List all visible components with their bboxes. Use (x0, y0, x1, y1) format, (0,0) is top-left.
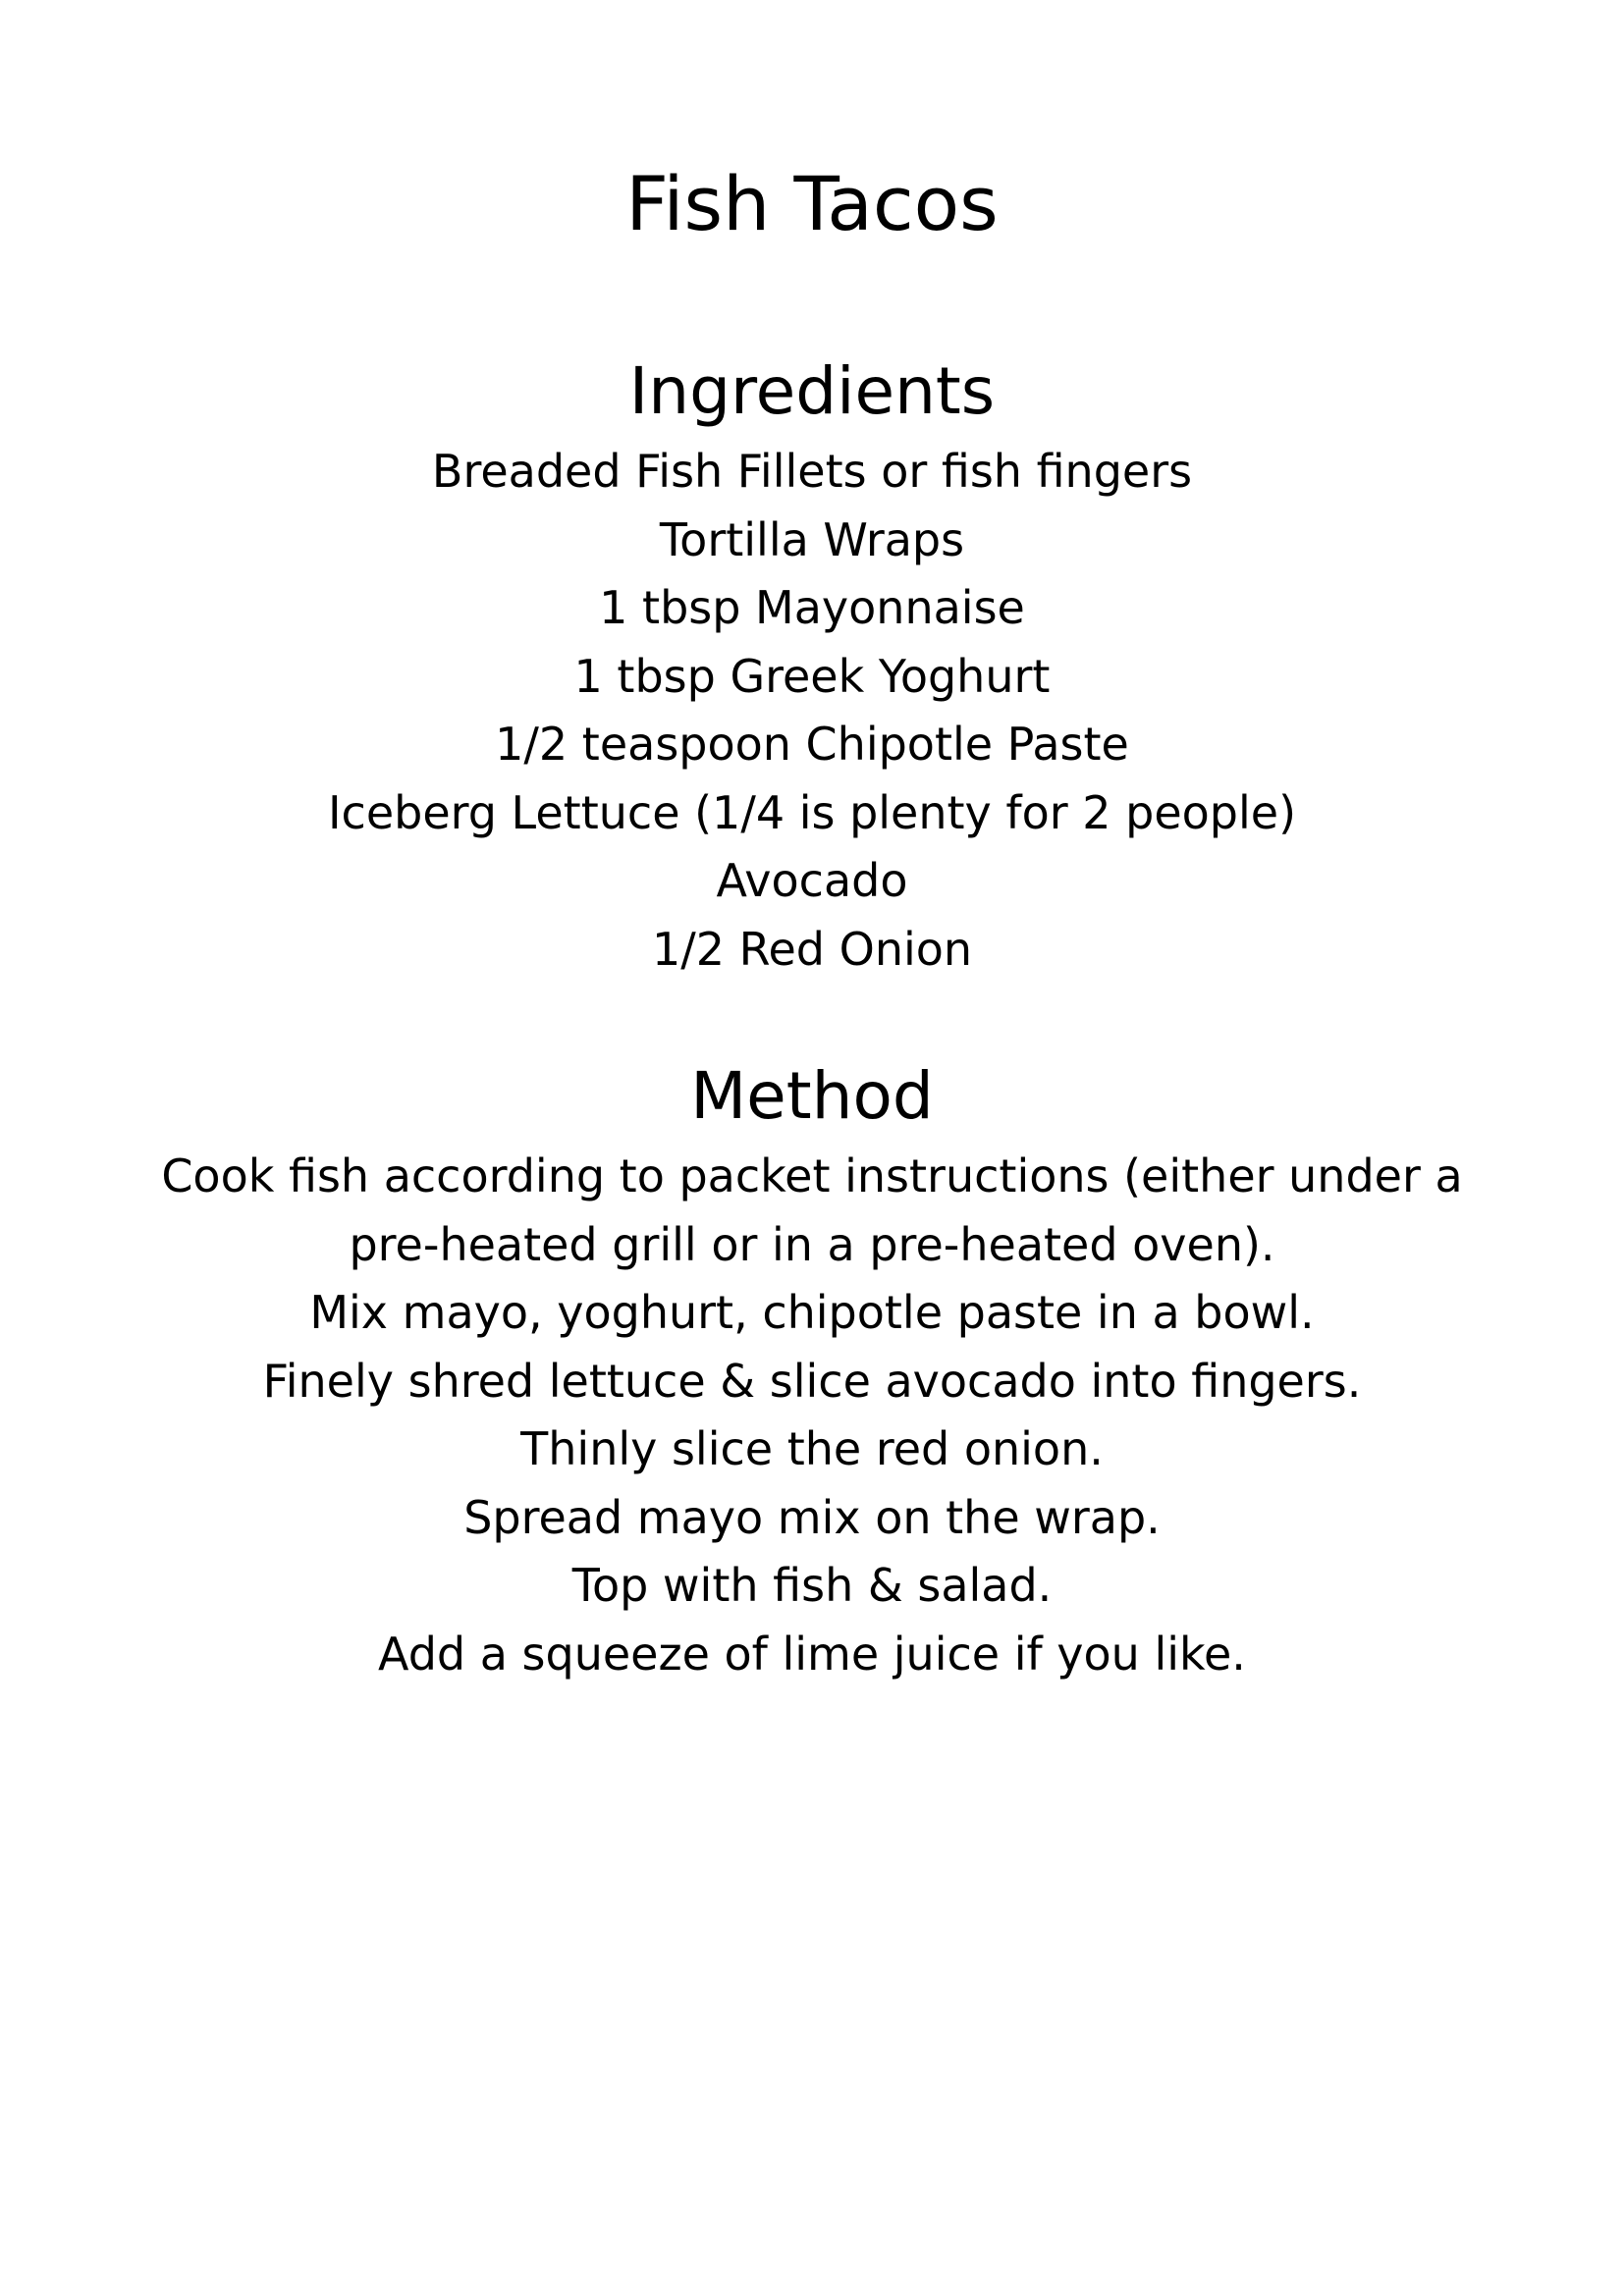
ingredient-item: Breaded Fish Fillets or fish fingers (431, 445, 1193, 498)
method-line: Thinly slice the red onion. (520, 1422, 1104, 1475)
ingredient-item: Iceberg Lettuce (1/4 is plenty for 2 people) (327, 785, 1297, 839)
method-list (0, 1143, 1624, 1688)
ingredients-list (0, 438, 1624, 984)
method-heading: Method (690, 1058, 934, 1134)
method-line: Top with fish & salad. (571, 1559, 1053, 1612)
ingredient-item: 1 tbsp Mayonnaise (599, 581, 1025, 634)
ingredient-item: 1/2 teaspoon Chipotle Paste (495, 718, 1129, 771)
method-line: Cook fish according to packet instructions (either under a (161, 1149, 1463, 1202)
ingredients-heading: Ingredients (628, 353, 996, 429)
ingredient-item: 1/2 Red Onion (651, 922, 973, 976)
method-line: pre-heated grill or in a pre-heated oven). (349, 1217, 1275, 1271)
ingredient-item: Tortilla Wraps (659, 512, 965, 566)
page-title: Fish Tacos (625, 160, 999, 247)
ingredient-item: 1 tbsp Greek Yoghurt (573, 649, 1051, 703)
ingredient-item: Avocado (716, 854, 908, 907)
method-line: Finely shred lettuce & slice avocado into fingers. (262, 1354, 1362, 1408)
method-line: Add a squeeze of lime juice if you like. (378, 1627, 1246, 1681)
method-line: Spread mayo mix on the wrap. (463, 1490, 1161, 1544)
method-line: Mix mayo, yoghurt, chipotle paste in a bowl. (309, 1286, 1315, 1339)
